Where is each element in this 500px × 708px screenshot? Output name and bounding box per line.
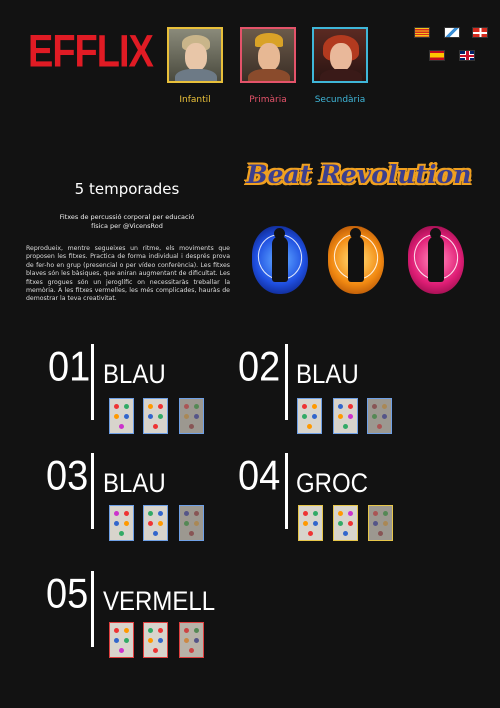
- profile-primaria[interactable]: [240, 27, 296, 105]
- worksheet-thumbnail[interactable]: [368, 505, 393, 541]
- season-color-name: BLAU: [296, 360, 359, 390]
- galician-flag-icon[interactable]: [444, 27, 460, 38]
- dancer-image-orange: [324, 220, 388, 300]
- worksheet-thumbnail[interactable]: [143, 505, 168, 541]
- worksheet-thumbnail[interactable]: [109, 505, 134, 541]
- worksheet-thumbnail[interactable]: [179, 398, 204, 434]
- beat-revolution-title: Beat Revolution: [246, 160, 472, 189]
- worksheet-thumbnail[interactable]: [333, 398, 358, 434]
- profile-label: Primària: [249, 95, 287, 105]
- subtitle-line: Fitxes de percussió corporal per educació: [59, 213, 195, 221]
- description: Reprodueix, mentre segueixes un ritme, els moviments que proposen les fitxes. Practica de forma individual i després prova de fer-ho en grup (presencial o per vídeo conferència). Les fitxes blaves són les bàsiques, que aniran augmentant de dificultat. Les fitxes grogues són un jeroglífic on necessitaràs treballar la memòria. A les fitxes vermelles, les més complicades, hauràs de demostrar la teva creativitat.: [26, 245, 230, 303]
- season-number: 01: [48, 344, 91, 391]
- season-number: 03: [46, 453, 89, 500]
- subtitle: [28, 213, 226, 231]
- profile-label: Secundària: [314, 95, 366, 105]
- worksheet-thumbnail[interactable]: [179, 622, 204, 658]
- season-number: 05: [46, 571, 89, 618]
- worksheet-thumbnail[interactable]: [333, 505, 358, 541]
- season-color-name: VERMELL: [103, 587, 216, 617]
- dancer-image-blue: [248, 220, 312, 300]
- season-divider: [91, 453, 94, 529]
- season-number: 02: [238, 344, 281, 391]
- worksheet-thumbnail[interactable]: [109, 398, 134, 434]
- season-color-name: BLAU: [103, 469, 166, 499]
- worksheet-thumbnail[interactable]: [298, 505, 323, 541]
- worksheet-thumbnail[interactable]: [367, 398, 392, 434]
- profile-infantil[interactable]: [167, 27, 223, 105]
- season-color-name: BLAU: [103, 360, 166, 390]
- dancer-image-pink: [404, 220, 468, 300]
- worksheet-thumbnail[interactable]: [143, 398, 168, 434]
- beat-revolution-logo: [236, 160, 482, 196]
- spanish-flag-icon[interactable]: [429, 50, 445, 61]
- season-color-name: GROC: [296, 469, 368, 499]
- avatar[interactable]: [240, 27, 296, 83]
- worksheet-thumbnail[interactable]: [179, 505, 204, 541]
- profile-label: Infantil: [179, 95, 211, 105]
- catalan-flag-icon[interactable]: [414, 27, 430, 38]
- subtitle-line: física per @VicensRod: [91, 222, 163, 230]
- season-number: 04: [238, 453, 281, 500]
- avatar[interactable]: [167, 27, 223, 83]
- worksheet-thumbnail[interactable]: [143, 622, 168, 658]
- efflix-logo[interactable]: EFFLIX: [28, 27, 153, 78]
- worksheet-thumbnail[interactable]: [297, 398, 322, 434]
- profile-secundaria[interactable]: [312, 27, 368, 105]
- avatar[interactable]: [312, 27, 368, 83]
- season-divider: [285, 453, 288, 529]
- seasons-title: 5 temporades: [74, 180, 180, 198]
- english-flag-icon[interactable]: [459, 50, 475, 61]
- basque-flag-icon[interactable]: [472, 27, 488, 38]
- season-divider: [91, 571, 94, 647]
- season-divider: [91, 344, 94, 420]
- worksheet-thumbnail[interactable]: [109, 622, 134, 658]
- season-divider: [285, 344, 288, 420]
